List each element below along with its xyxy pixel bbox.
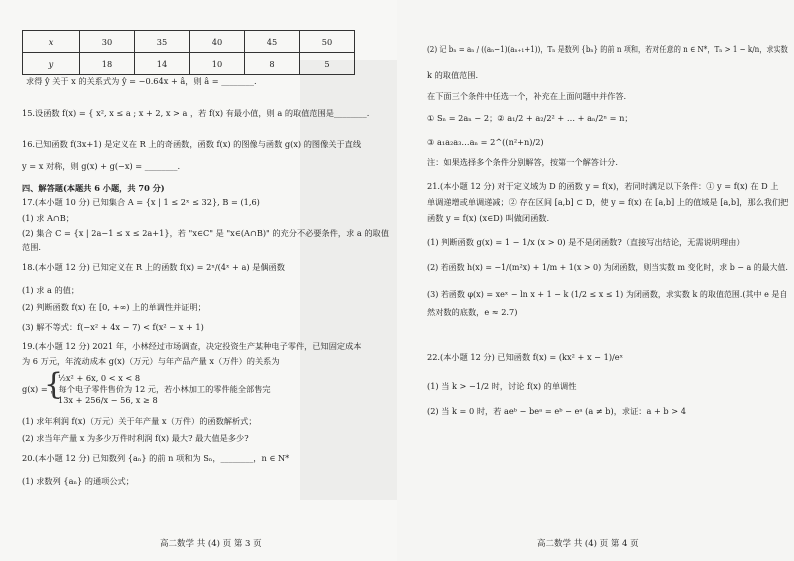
question-21-part-1: (1) 判断函数 g(x) = 1 − 1/x (x > 0) 是不是闭函数?（直接写出结论，无需说明理由） <box>427 237 745 247</box>
question-18-part-2: (2) 判断函数 f(x) 在 [0, +∞) 上的单调性并证明； <box>22 302 206 312</box>
table-row-y <box>23 53 355 75</box>
question-17-part-1: (1) 求 A∩B； <box>22 213 74 223</box>
question-19-stem: 19.(本小题 12 分) 2021 年，小林经过市场调查，决定投资生产某种电子零件，已知固定成本 <box>22 341 362 351</box>
question-21-stem-3: 函数 y = f(x) (x∈D) 叫做闭函数. <box>427 213 550 223</box>
question-16-line-2: y = x 对称，则 g(x) + g(−x) = ________. <box>22 161 181 171</box>
page-footer: 高二数学 共 (4) 页 第 3 页 <box>160 539 262 549</box>
table-cell: 5 <box>300 53 355 75</box>
question-19-stem-2: 为 6 万元，年流动成本 g(x)（万元）与年产品产量 x（万件）的关系为 <box>22 356 280 366</box>
question-15: 15.设函数 f(x) = { x², x ≤ a ; x + 2, x > a ，若 f(x) 有最小值，则 a 的取值范围是________. <box>22 108 370 118</box>
question-20-stem: 20.(本小题 12 分) 已知数列 {aₙ} 的前 n 项和为 Sₙ，________，n ∈ N* <box>22 453 290 463</box>
question-16-line-1: 16.已知函数 f(3x+1) 是定义在 R 上的奇函数，函数 f(x) 的图像与函数 g(x) 的图像关于直线 <box>22 139 362 149</box>
table-cell: 45 <box>245 31 300 53</box>
question-19-part-2: (2) 求当年产量 x 为多少万件时利润 f(x) 最大? 最大值是多少? <box>22 433 249 443</box>
question-22-part-2: (2) 当 k = 0 时，若 aeᵇ − beᵃ = eᵇ − eᵃ (a ≠ b)，求证：a + b > 4 <box>427 406 686 416</box>
question-17-part-2-cont: 范围. <box>22 242 41 252</box>
table-cell: 50 <box>300 31 355 53</box>
table-cell: x <box>23 31 80 53</box>
table-cell: 14 <box>135 53 190 75</box>
question-19-case-1: ½x² + 6x, 0 < x < 8 <box>58 373 141 383</box>
question-21-part-2: (2) 若函数 h(x) = −1/(m²x) + 1/m + 1(x > 0) 为闭函数，则当实数 m 变化时，求 b − a 的最大值. <box>427 262 788 272</box>
table-row-x <box>23 31 355 53</box>
question-17-stem: 17.(本小题 10 分) 已知集合 A = {x | 1 ≤ 2ˣ ≤ 32}, B = (1,6) <box>22 197 260 207</box>
question-19-part-1: (1) 求年利润 f(x)（万元）关于年产量 x（万件）的函数解析式； <box>22 416 257 426</box>
section-heading: 四、解答题(本题共 6 小题，共 70 分) <box>22 183 165 193</box>
question-17-part-2: (2) 集合 C = {x | 2a−1 ≤ x ≤ 2a+1}，若 "x∈C" 是 "x∈(A∩B)" 的充分不必要条件，求 a 的取值 <box>22 228 389 238</box>
condition-intro: 在下面三个条件中任选一个，补充在上面问题中并作答. <box>427 91 627 101</box>
table-cell: y <box>23 53 80 75</box>
table-cell: 18 <box>80 53 135 75</box>
regression-line: 求得 ŷ 关于 x 的关系式为 ŷ = −0.64x + â，则 â = ________. <box>26 76 257 86</box>
question-22-stem: 22.(本小题 12 分) 已知函数 f(x) = (kx² + x − 1)/eˣ <box>427 352 624 362</box>
condition-1-2: ① Sₙ = 2aₙ − 2；② a₁/2 + a₂/2² + … + aₙ/2ⁿ = n； <box>427 113 633 123</box>
question-22-part-1: (1) 当 k > −1/2 时，讨论 f(x) 的单调性 <box>427 381 577 391</box>
question-21-part-3: (3) 若函数 φ(x) = xeˣ − ln x + 1 − k (1/2 ≤ x ≤ 1) 为闭函数，求实数 k 的取值范围.(其中 e 是自 <box>427 289 788 299</box>
question-20-part-2: (2) 记 bₙ = aₙ / ((aₙ−1)(aₙ₊₁+1))，Tₙ 是数列 {bₙ} 的前 n 项和，若对任意的 n ∈ N*，Tₙ > 1 − k/n，求实数 <box>427 44 788 54</box>
question-20-part-1: (1) 求数列 {aₙ} 的通项公式； <box>22 476 134 486</box>
question-21-stem: 21.(本小题 12 分) 对于定义域为 D 的函数 y = f(x)，若同时满足以下条件：① y = f(x) 在 D 上 <box>427 181 779 191</box>
note: 注：如果选择多个条件分别解答，按第一个解答计分. <box>427 157 618 167</box>
question-18-stem: 18.(本小题 12 分) 已知定义在 R 上的函数 f(x) = 2ˣ/(4ˣ + a) 是偶函数 <box>22 262 285 272</box>
table-cell: 30 <box>80 31 135 53</box>
table-cell: 35 <box>135 31 190 53</box>
table-cell: 10 <box>190 53 245 75</box>
question-21-stem-2: 单调递增或单调递减；② 存在区间 [a,b] ⊂ D，使 y = f(x) 在 [a,b] 上的值域是 [a,b]，那么我们把 <box>427 197 789 207</box>
page-4 <box>397 0 794 561</box>
data-table <box>22 30 355 75</box>
scan-shadow <box>300 60 397 500</box>
page-footer: 高二数学 共 (4) 页 第 4 页 <box>537 539 639 549</box>
table-cell: 8 <box>245 53 300 75</box>
condition-3: ③ a₁a₂a₃…aₙ = 2^((n²+n)/2) <box>427 137 544 147</box>
piecewise-brace: { <box>44 367 64 402</box>
question-18-part-1: (1) 求 a 的值； <box>22 285 80 295</box>
question-19-stem-3: g(x) = ，每个电子零件售价为 12 元，若小林加工的零件能全部售完 <box>22 384 271 394</box>
question-19-case-2: 13x + 256/x − 56, x ≥ 8 <box>58 395 158 405</box>
table-cell: 40 <box>190 31 245 53</box>
question-20-part-2-cont: k 的取值范围. <box>427 70 479 80</box>
question-21-part-3-cont: 然对数的底数，e ≈ 2.7) <box>427 307 518 317</box>
question-18-part-3: (3) 解不等式：f(−x² + 4x − 7) < f(x² − x + 1) <box>22 322 204 332</box>
